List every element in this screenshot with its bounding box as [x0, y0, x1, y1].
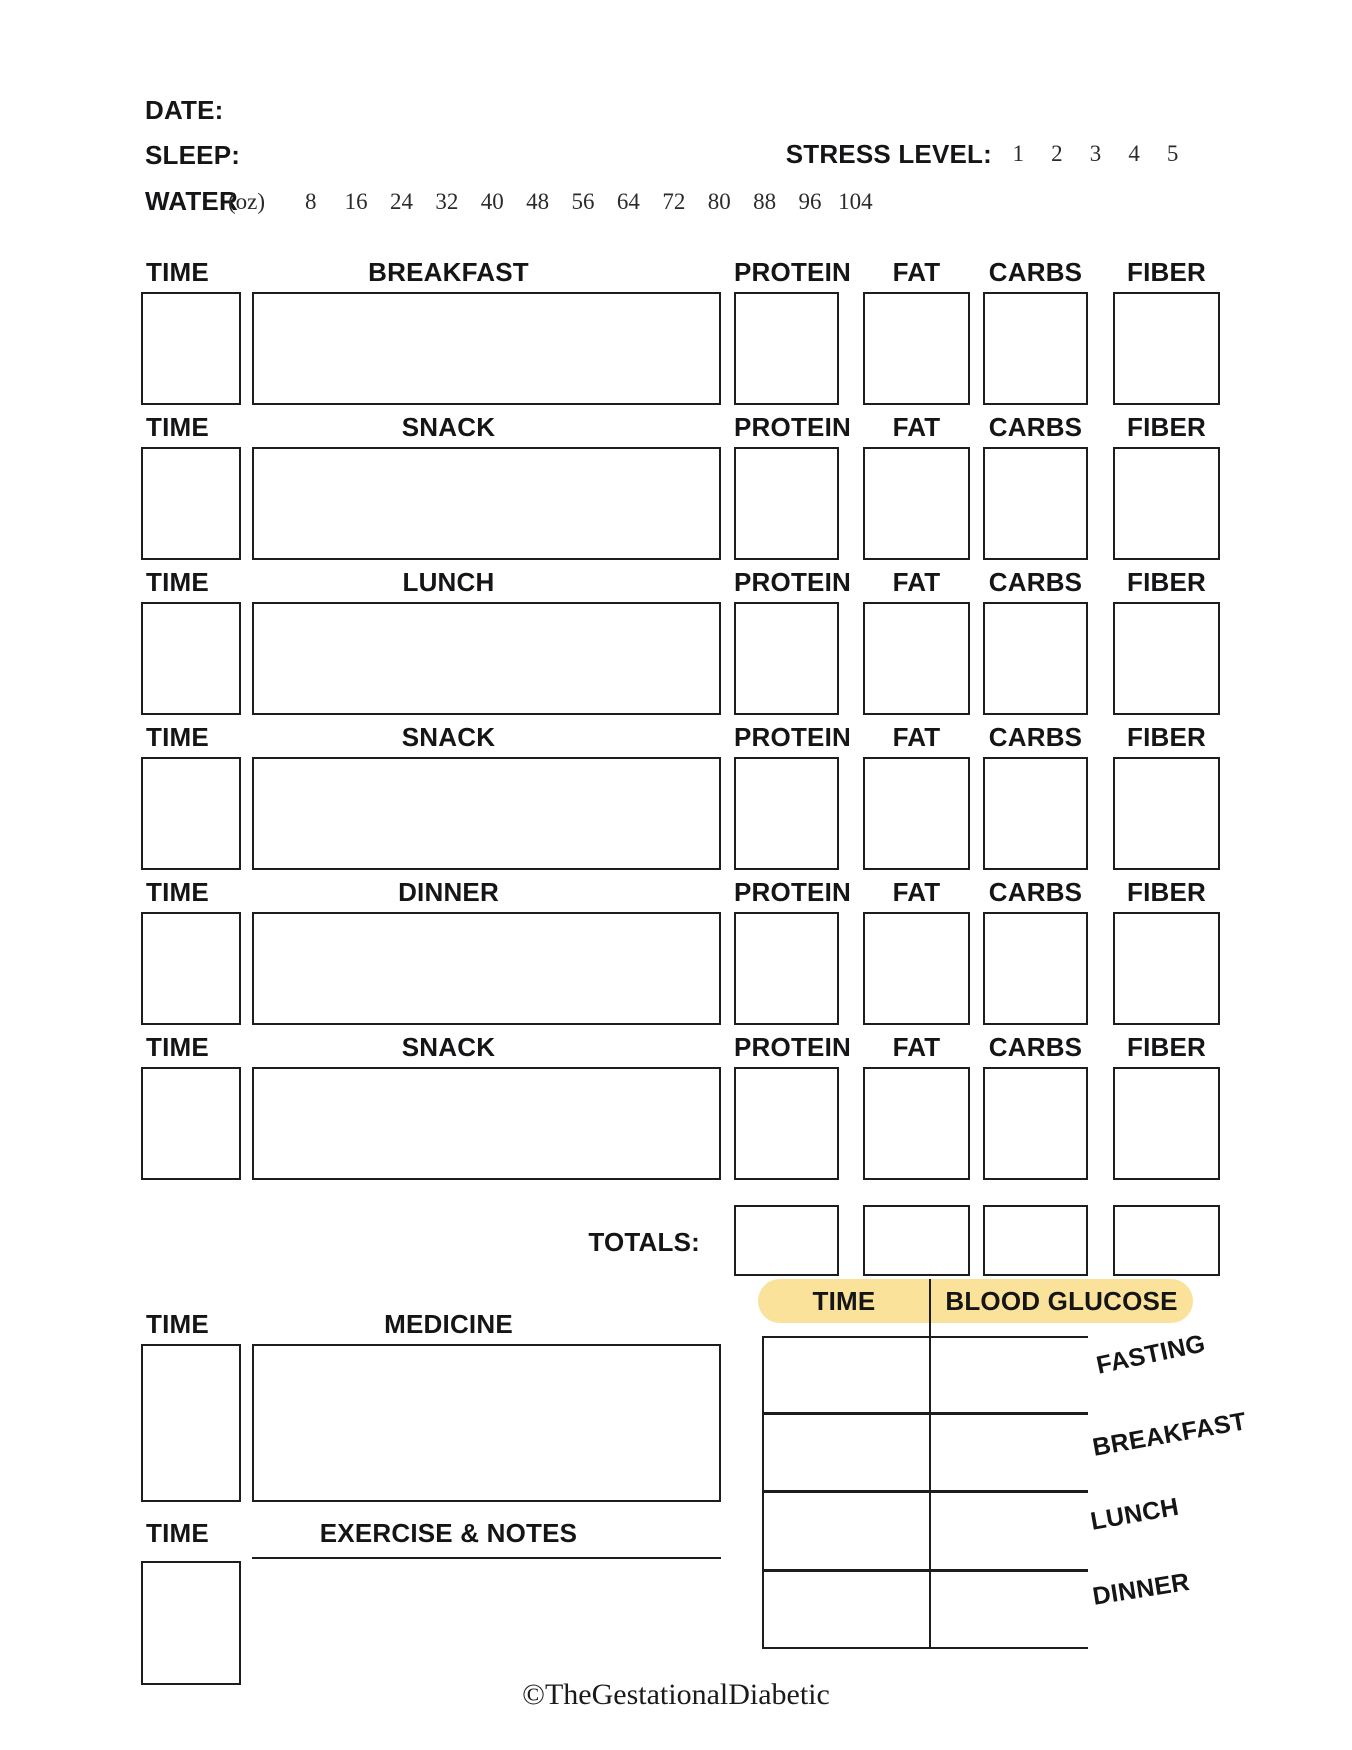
fat-entry-box[interactable] — [863, 757, 970, 870]
time-entry-box[interactable] — [141, 1067, 241, 1180]
stress-option-2[interactable]: 2 — [1051, 141, 1063, 166]
glucose-lunch-value-cell[interactable] — [931, 1493, 1088, 1567]
time-entry-box[interactable] — [141, 912, 241, 1025]
water-option-88[interactable]: 88 — [753, 189, 777, 214]
exercise-time-header: TIME — [146, 1518, 209, 1548]
protein-column-header: PROTEIN — [734, 567, 851, 597]
protein-entry-box[interactable] — [734, 447, 839, 560]
time-entry-box[interactable] — [141, 292, 241, 405]
fat-entry-box[interactable] — [863, 912, 970, 1025]
glucose-row-label-breakfast: BREAKFAST — [1090, 1407, 1249, 1462]
meal-entry-box[interactable] — [252, 757, 721, 870]
fat-entry-box[interactable] — [863, 292, 970, 405]
meal-column-header: LUNCH — [402, 567, 495, 597]
meal-row-2-snack — [0, 413, 1352, 568]
medicine-time-header: TIME — [146, 1309, 209, 1339]
glucose-row-label-dinner: DINNER — [1090, 1567, 1192, 1611]
time-column-header: TIME — [146, 877, 209, 907]
totals-fiber-box[interactable] — [1113, 1205, 1220, 1276]
fiber-column-header: FIBER — [1127, 722, 1206, 752]
meal-column-header: DINNER — [398, 877, 499, 907]
glucose-row-label-lunch: LUNCH — [1088, 1492, 1181, 1536]
protein-column-header: PROTEIN — [734, 412, 851, 442]
water-option-80[interactable]: 80 — [707, 189, 731, 214]
carbs-column-header: CARBS — [988, 877, 1083, 907]
meal-column-header: SNACK — [401, 722, 496, 752]
medicine-entry-box[interactable] — [252, 1344, 721, 1502]
water-option-72[interactable]: 72 — [662, 189, 686, 214]
glucose-line-bottom — [762, 1647, 1088, 1649]
protein-entry-box[interactable] — [734, 292, 839, 405]
fiber-column-header: FIBER — [1127, 257, 1206, 287]
fat-entry-box[interactable] — [863, 602, 970, 715]
water-option-32[interactable]: 32 — [435, 189, 459, 214]
carbs-entry-box[interactable] — [983, 292, 1088, 405]
meal-column-header: SNACK — [401, 412, 496, 442]
glucose-breakfast-value-cell[interactable] — [931, 1415, 1088, 1488]
meal-entry-box[interactable] — [252, 602, 721, 715]
medicine-time-box[interactable] — [141, 1344, 241, 1502]
stress-level-options — [999, 141, 1192, 167]
fat-column-header: FAT — [892, 722, 941, 752]
water-amount-options — [288, 189, 878, 215]
totals-protein-box[interactable] — [734, 1205, 839, 1276]
meal-column-header: SNACK — [401, 1032, 496, 1062]
glucose-breakfast-time-cell[interactable] — [764, 1415, 927, 1488]
carbs-column-header: CARBS — [988, 567, 1083, 597]
exercise-notes-header: EXERCISE & NOTES — [319, 1518, 578, 1548]
water-option-64[interactable]: 64 — [616, 189, 640, 214]
copyright-footer: ©TheGestationalDiabetic — [522, 1678, 830, 1711]
water-option-40[interactable]: 40 — [480, 189, 504, 214]
glucose-row-label-fasting: FASTING — [1093, 1329, 1208, 1380]
meal-entry-box[interactable] — [252, 912, 721, 1025]
meal-row-1-breakfast — [0, 258, 1352, 413]
water-unit-label: (oz) — [228, 189, 266, 214]
water-option-24[interactable]: 24 — [389, 189, 413, 214]
protein-entry-box[interactable] — [734, 1067, 839, 1180]
glucose-fasting-time-cell[interactable] — [764, 1338, 927, 1410]
stress-option-1[interactable]: 1 — [1012, 141, 1025, 166]
fiber-entry-box[interactable] — [1113, 1067, 1220, 1180]
protein-column-header: PROTEIN — [734, 877, 851, 907]
glucose-time-header: TIME — [812, 1286, 876, 1316]
medicine-header: MEDICINE — [384, 1309, 513, 1339]
time-column-header: TIME — [146, 1032, 209, 1062]
glucose-lunch-time-cell[interactable] — [764, 1493, 927, 1567]
water-option-48[interactable]: 48 — [526, 189, 550, 214]
protein-entry-box[interactable] — [734, 757, 839, 870]
carbs-column-header: CARBS — [988, 412, 1083, 442]
time-column-header: TIME — [146, 257, 209, 287]
exercise-notes-underline — [252, 1557, 721, 1559]
protein-column-header: PROTEIN — [734, 257, 851, 287]
fiber-entry-box[interactable] — [1113, 447, 1220, 560]
protein-entry-box[interactable] — [734, 602, 839, 715]
fat-column-header: FAT — [892, 412, 941, 442]
date-label: DATE: — [145, 95, 224, 125]
meal-row-4-snack — [0, 723, 1352, 878]
meal-row-5-dinner — [0, 878, 1352, 1033]
protein-column-header: PROTEIN — [734, 722, 851, 752]
glucose-fasting-value-cell[interactable] — [931, 1338, 1088, 1410]
fiber-entry-box[interactable] — [1113, 602, 1220, 715]
fiber-column-header: FIBER — [1127, 877, 1206, 907]
meal-entry-box[interactable] — [252, 1067, 721, 1180]
time-entry-box[interactable] — [141, 447, 241, 560]
exercise-time-box[interactable] — [141, 1561, 241, 1685]
time-column-header: TIME — [146, 567, 209, 597]
totals-carbs-box[interactable] — [983, 1205, 1088, 1276]
meal-row-6-snack — [0, 1033, 1352, 1188]
carbs-column-header: CARBS — [988, 1032, 1083, 1062]
glucose-dinner-time-cell[interactable] — [764, 1572, 927, 1645]
time-entry-box[interactable] — [141, 602, 241, 715]
glucose-value-header: BLOOD GLUCOSE — [945, 1286, 1178, 1316]
carbs-column-header: CARBS — [988, 257, 1083, 287]
water-option-104[interactable]: 104 — [838, 189, 873, 214]
fiber-entry-box[interactable] — [1113, 757, 1220, 870]
meal-column-header: BREAKFAST — [368, 257, 529, 287]
water-option-56[interactable]: 56 — [571, 189, 595, 214]
fat-entry-box[interactable] — [863, 1067, 970, 1180]
glucose-dinner-value-cell[interactable] — [931, 1572, 1088, 1645]
water-option-96[interactable]: 96 — [798, 189, 822, 214]
stress-option-3[interactable]: 3 — [1089, 141, 1102, 166]
carbs-entry-box[interactable] — [983, 1067, 1088, 1180]
carbs-entry-box[interactable] — [983, 602, 1088, 715]
carbs-column-header: CARBS — [988, 722, 1083, 752]
carbs-entry-box[interactable] — [983, 912, 1088, 1025]
fiber-column-header: FIBER — [1127, 567, 1206, 597]
time-entry-box[interactable] — [141, 757, 241, 870]
stress-option-5[interactable]: 5 — [1166, 141, 1179, 166]
fat-column-header: FAT — [892, 877, 941, 907]
fiber-entry-box[interactable] — [1113, 912, 1220, 1025]
time-column-header: TIME — [146, 722, 209, 752]
stress-option-4[interactable]: 4 — [1128, 141, 1140, 166]
water-option-16[interactable]: 16 — [344, 189, 368, 214]
water-option-8[interactable]: 8 — [304, 189, 317, 214]
fat-entry-box[interactable] — [863, 447, 970, 560]
fat-column-header: FAT — [892, 257, 941, 287]
sleep-label: SLEEP: — [145, 140, 241, 170]
carbs-entry-box[interactable] — [983, 757, 1088, 870]
stress-level-label: STRESS LEVEL: — [785, 139, 992, 169]
protein-column-header: PROTEIN — [734, 1032, 851, 1062]
fat-column-header: FAT — [892, 567, 941, 597]
fiber-entry-box[interactable] — [1113, 292, 1220, 405]
meal-entry-box[interactable] — [252, 447, 721, 560]
time-column-header: TIME — [146, 412, 209, 442]
totals-fat-box[interactable] — [863, 1205, 970, 1276]
fiber-column-header: FIBER — [1127, 412, 1206, 442]
meal-entry-box[interactable] — [252, 292, 721, 405]
meal-row-3-lunch — [0, 568, 1352, 723]
fat-column-header: FAT — [892, 1032, 941, 1062]
protein-entry-box[interactable] — [734, 912, 839, 1025]
fiber-column-header: FIBER — [1127, 1032, 1206, 1062]
carbs-entry-box[interactable] — [983, 447, 1088, 560]
water-label: WATER — [145, 186, 238, 216]
totals-label: TOTALS: — [588, 1227, 700, 1257]
